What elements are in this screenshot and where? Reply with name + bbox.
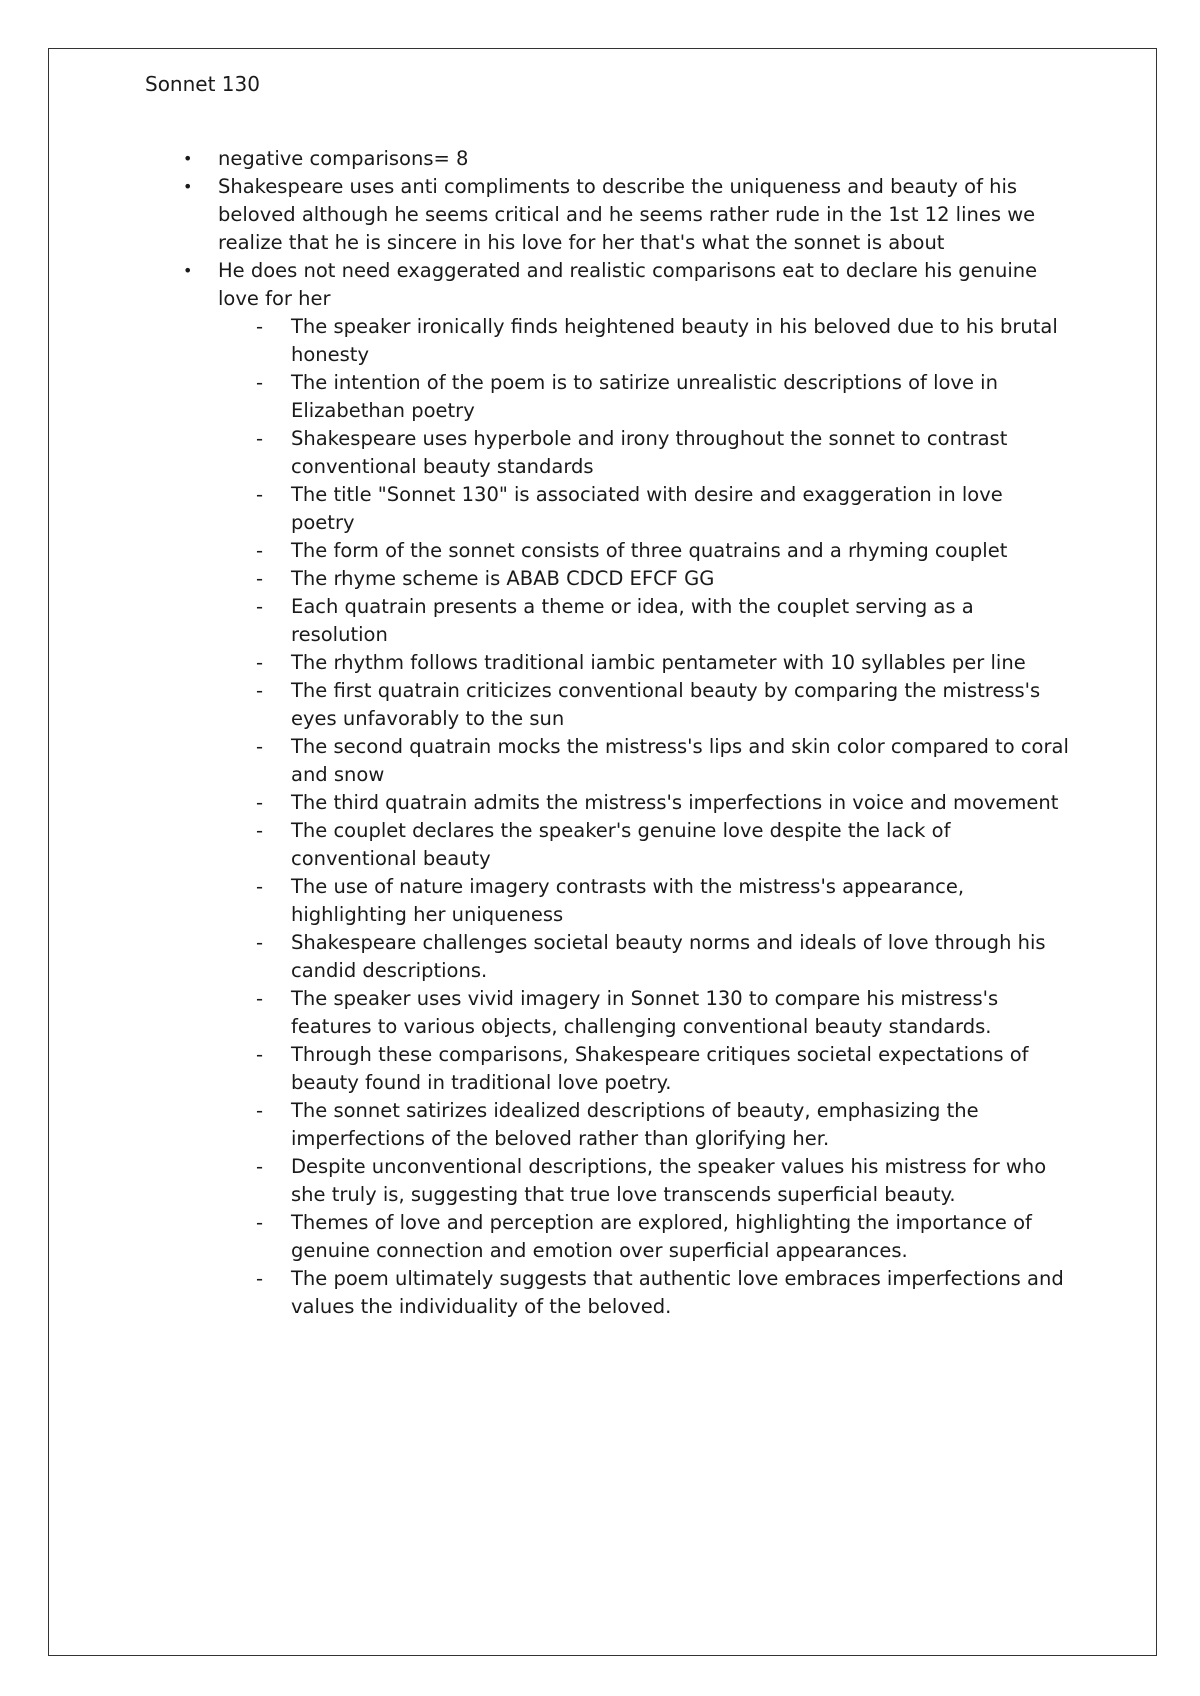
sub-item-text: Through these comparisons, Shakespeare critiques societal expectations of beauty found in traditional love poetry.: [291, 1043, 1029, 1094]
dash-marker: -: [256, 791, 264, 814]
sub-item: [218, 649, 1070, 677]
sub-item: [218, 929, 1070, 985]
sub-item-text: Despite unconventional descriptions, the speaker values his mistress for who she truly is, suggesting that true love transcends superficial beauty.: [291, 1155, 1047, 1206]
sub-item: [218, 789, 1070, 817]
sub-item-text: The second quatrain mocks the mistress's lips and skin color compared to coral and snow: [291, 735, 1069, 786]
sub-item: [218, 1041, 1070, 1097]
bullet-list: [0, 145, 1200, 1321]
sub-item: [218, 985, 1070, 1041]
sub-item-text: The use of nature imagery contrasts with the mistress's appearance, highlighting her uniqueness: [291, 875, 965, 926]
dash-marker: -: [256, 371, 264, 394]
bullet-item: [0, 173, 1200, 257]
sub-list: [218, 313, 1070, 1321]
sub-item-text: The title "Sonnet 130" is associated with desire and exaggeration in love poetry: [291, 483, 1003, 534]
bullet-text: Shakespeare uses anti compliments to describe the uniqueness and beauty of his beloved although he seems critical and he seems rather rude in the 1st 12 lines we realize that he is sincere in his love for her that's what the sonnet is about: [218, 175, 1036, 254]
sub-item: [218, 1097, 1070, 1153]
sub-item: [218, 1209, 1070, 1265]
dash-marker: -: [256, 1211, 264, 1234]
bullet-marker: •: [183, 177, 193, 196]
sub-item-text: The intention of the poem is to satirize unrealistic descriptions of love in Elizabethan poetry: [291, 371, 998, 422]
sub-item-text: Themes of love and perception are explored, highlighting the importance of genuine connection and emotion over superficial appearances.: [291, 1211, 1032, 1262]
dash-marker: -: [256, 539, 264, 562]
sub-item: [218, 537, 1070, 565]
sub-item-text: The rhyme scheme is ABAB CDCD EFCF GG: [291, 567, 715, 590]
sub-item-text: The first quatrain criticizes conventional beauty by comparing the mistress's eyes unfavorably to the sun: [291, 679, 1041, 730]
dash-marker: -: [256, 875, 264, 898]
sub-item-text: The couplet declares the speaker's genuine love despite the lack of conventional beauty: [291, 819, 951, 870]
dash-marker: -: [256, 1155, 264, 1178]
dash-marker: -: [256, 735, 264, 758]
dash-marker: -: [256, 987, 264, 1010]
dash-marker: -: [256, 931, 264, 954]
bullet-text: He does not need exaggerated and realistic comparisons eat to declare his genuine love for her: [218, 259, 1038, 310]
sub-item: [218, 425, 1070, 481]
dash-marker: -: [256, 595, 264, 618]
dash-marker: -: [256, 483, 264, 506]
bullet-marker: •: [183, 149, 193, 168]
dash-marker: -: [256, 1099, 264, 1122]
sub-item-text: The form of the sonnet consists of three quatrains and a rhyming couplet: [291, 539, 1008, 562]
bullet-item: [0, 145, 1200, 173]
document-title: Sonnet 130: [145, 72, 260, 96]
sub-item: [218, 873, 1070, 929]
sub-item-text: The speaker ironically finds heightened beauty in his beloved due to his brutal honesty: [291, 315, 1058, 366]
dash-marker: -: [256, 1267, 264, 1290]
dash-marker: -: [256, 567, 264, 590]
dash-marker: -: [256, 315, 264, 338]
sub-item: [218, 1153, 1070, 1209]
sub-item-text: The poem ultimately suggests that authentic love embraces imperfections and values the individuality of the beloved.: [291, 1267, 1064, 1318]
sub-item: [218, 369, 1070, 425]
sub-item: [218, 677, 1070, 733]
sub-item: [218, 481, 1070, 537]
dash-marker: -: [256, 427, 264, 450]
dash-marker: -: [256, 819, 264, 842]
sub-item: [218, 733, 1070, 789]
bullet-text: negative comparisons= 8: [218, 147, 469, 170]
bullet-item: [0, 257, 1200, 1321]
sub-item-text: Shakespeare challenges societal beauty norms and ideals of love through his candid descriptions.: [291, 931, 1046, 982]
sub-item: [218, 817, 1070, 873]
sub-item: [218, 593, 1070, 649]
sub-item-text: Each quatrain presents a theme or idea, with the couplet serving as a resolution: [291, 595, 974, 646]
sub-item: [218, 313, 1070, 369]
dash-marker: -: [256, 651, 264, 674]
sub-item: [218, 565, 1070, 593]
dash-marker: -: [256, 679, 264, 702]
sub-item-text: The sonnet satirizes idealized descriptions of beauty, emphasizing the imperfections of the beloved rather than glorifying her.: [291, 1099, 979, 1150]
sub-item-text: Shakespeare uses hyperbole and irony throughout the sonnet to contrast conventional beauty standards: [291, 427, 1008, 478]
bullet-marker: •: [183, 261, 193, 280]
sub-item: [218, 1265, 1070, 1321]
sub-item-text: The rhythm follows traditional iambic pentameter with 10 syllables per line: [291, 651, 1026, 674]
sub-item-text: The speaker uses vivid imagery in Sonnet 130 to compare his mistress's features to various objects, challenging conventional beauty standards.: [291, 987, 999, 1038]
sub-item-text: The third quatrain admits the mistress's imperfections in voice and movement: [291, 791, 1059, 814]
dash-marker: -: [256, 1043, 264, 1066]
